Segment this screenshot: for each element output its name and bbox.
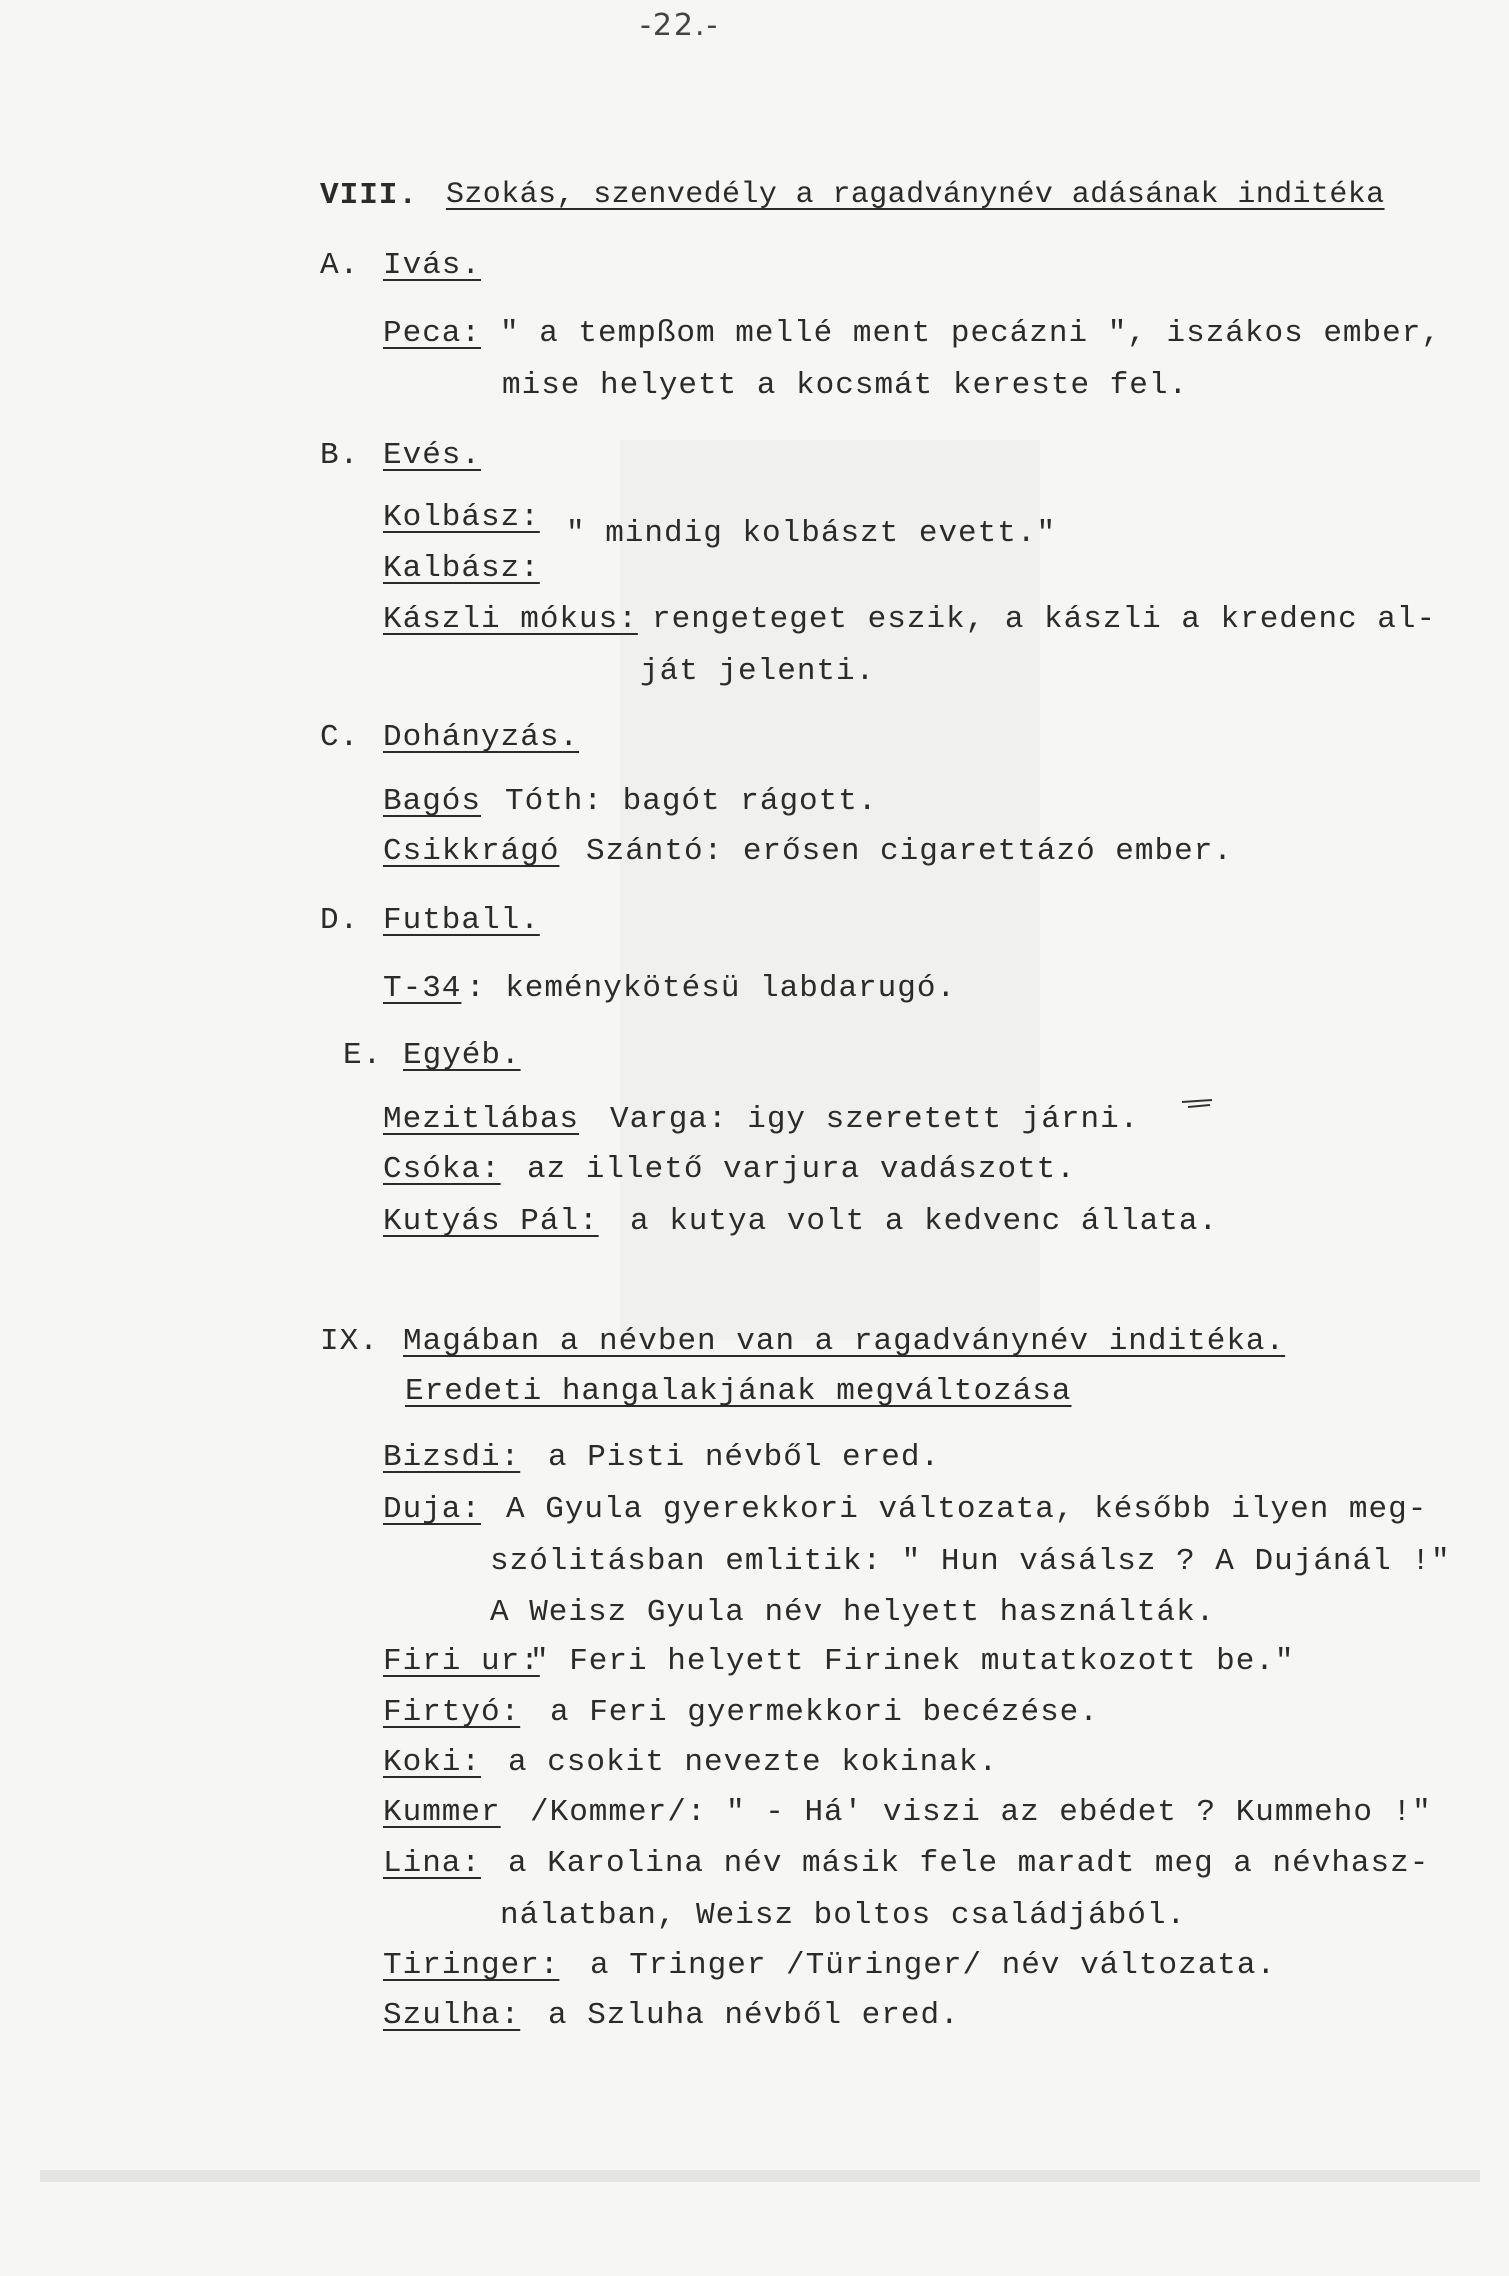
entry-text-firtyo: a Feri gyermekkori becézése. <box>550 1695 1099 1730</box>
section-8-title: Szokás, szenvedély a ragadványnév adásának inditéka <box>446 178 1385 212</box>
entry-name-firtyo: Firtyó: <box>383 1695 521 1730</box>
entry-name-lina: Lina: <box>383 1846 482 1881</box>
entry-text-kaszli-2: ját jelenti. <box>640 654 876 689</box>
subsection-b-label: B. <box>320 438 360 473</box>
section-8-number: VIII. <box>320 178 419 213</box>
entry-text-peca-2: mise helyett a kocsmát kereste fel. <box>502 368 1189 403</box>
entry-name-kutyas-pal: Kutyás Pál: <box>383 1204 599 1239</box>
entry-text-kummer: /Kommer/: " - Há' viszi az ebédet ? Kummeho !" <box>530 1795 1432 1830</box>
entry-name-t34: T-34 <box>383 971 462 1006</box>
entry-name-duja: Duja: <box>383 1492 482 1527</box>
subsection-b-heading: Evés. <box>383 438 482 473</box>
entry-name-bizsdi: Bizsdi: <box>383 1440 521 1475</box>
subsection-c-heading: Dohányzás. <box>383 720 580 755</box>
page-number: -22.- <box>640 8 720 43</box>
entry-name-firi-ur: Firi ur: <box>383 1644 540 1679</box>
section-9-number: IX. <box>320 1324 379 1359</box>
entry-text-duja-2: szólitásban emlitik: " Hun vásálsz ? A Dujánál !" <box>490 1544 1451 1579</box>
entry-text-duja-1: A Gyula gyerekkori változata, később ilyen meg- <box>506 1492 1428 1527</box>
entry-name-mezitlabas: Mezitlábas <box>383 1102 580 1137</box>
entry-text-kaszli-1: rengeteget eszik, a kászli a kredenc al- <box>652 602 1437 637</box>
entry-text-firi-ur: " Feri helyett Firinek mutatkozott be." <box>530 1644 1295 1679</box>
subsection-e-heading: Egyéb. <box>403 1038 521 1073</box>
entry-text-bizsdi: a Pisti névből ered. <box>548 1440 941 1475</box>
handwritten-mark <box>1180 1096 1214 1110</box>
entry-text-mezitlabas: Varga: igy szeretett járni. <box>610 1102 1140 1137</box>
subsection-d-heading: Futball. <box>383 903 540 938</box>
subsection-a-label: A. <box>320 248 360 283</box>
entry-name-kolbasz: Kolbász: <box>383 500 540 535</box>
section-9-title-line-2: Eredeti hangalakjának megváltozása <box>405 1374 1072 1409</box>
entry-name-tiringer: Tiringer: <box>383 1948 560 1983</box>
scan-bottom-edge <box>40 2170 1480 2182</box>
entry-name-kaszli-mokus: Kászli mókus: <box>383 602 638 637</box>
entry-name-csikkrago: Csikkrágó <box>383 834 560 869</box>
entry-text-kolbasz: " mindig kolbászt evett." <box>566 516 1057 551</box>
entry-text-bagos: Tóth: bagót rágott. <box>505 784 878 819</box>
entry-name-kummer: Kummer <box>383 1795 501 1830</box>
subsection-d-label: D. <box>320 903 360 938</box>
entry-name-koki: Koki: <box>383 1745 482 1780</box>
entry-text-csoka: az illető varjura vadászott. <box>527 1152 1076 1187</box>
section-9-title-line-1: Magában a névben van a ragadványnév inditéka. <box>403 1324 1286 1359</box>
entry-text-koki: a csokit nevezte kokinak. <box>508 1745 999 1780</box>
entry-name-peca: Peca: <box>383 316 482 351</box>
entry-name-csoka: Csóka: <box>383 1152 501 1187</box>
subsection-c-label: C. <box>320 720 360 755</box>
entry-text-peca-1: " a tempßom mellé ment pecázni ", iszákos ember, <box>500 316 1441 351</box>
entry-text-szulha: a Szluha névből ered. <box>548 1998 960 2033</box>
entry-text-csikkrago: Szántó: erősen cigarettázó ember. <box>586 834 1233 869</box>
subsection-a-heading: Ivás. <box>383 248 482 283</box>
entry-text-lina-2: nálatban, Weisz boltos családjából. <box>500 1898 1187 1933</box>
subsection-e-label: E. <box>343 1038 383 1073</box>
entry-name-szulha: Szulha: <box>383 1998 521 2033</box>
entry-text-duja-3: A Weisz Gyula név helyett használták. <box>490 1595 1216 1630</box>
entry-text-t34: : keménykötésü labdarugó. <box>466 971 957 1006</box>
entry-name-bagos: Bagós <box>383 784 482 819</box>
entry-text-tiringer: a Tringer /Türinger/ név változata. <box>590 1948 1277 1983</box>
entry-text-kutyas-pal: a kutya volt a kedvenc állata. <box>630 1204 1219 1239</box>
entry-text-lina-1: a Karolina név másik fele maradt meg a névhasz- <box>508 1846 1430 1881</box>
entry-name-kalbasz: Kalbász: <box>383 551 540 586</box>
